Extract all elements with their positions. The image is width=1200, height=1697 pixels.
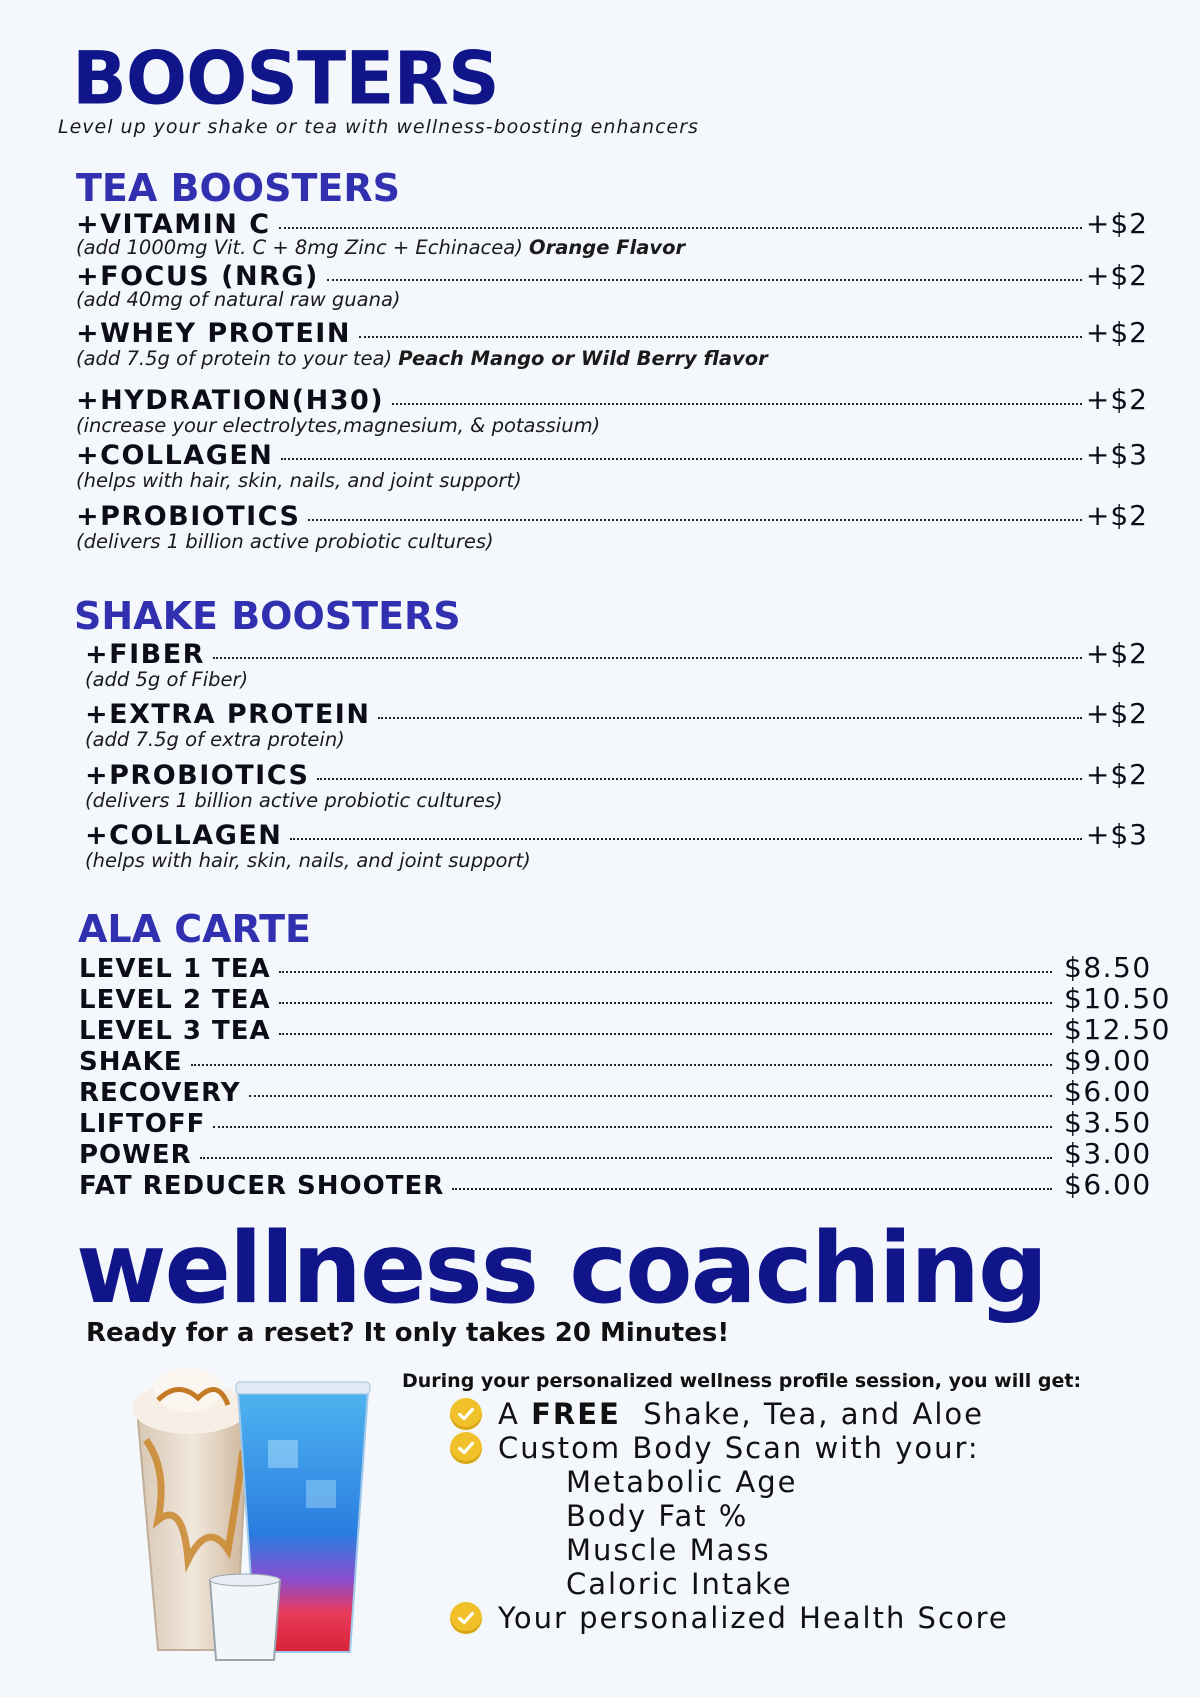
item-name: SHAKE <box>79 1047 183 1077</box>
benefit-item <box>450 1601 1009 1635</box>
leader-dots <box>317 778 1081 780</box>
item-price: +$2 <box>1085 259 1148 292</box>
item-name: +COLLAGEN <box>76 440 274 471</box>
benefit-text-b: Shake, Tea, and Aloe <box>643 1397 984 1431</box>
item-price: $12.50 <box>1064 1013 1171 1046</box>
ala-carte-item <box>79 1106 1152 1139</box>
leader-dots <box>213 657 1082 659</box>
scan-item: Muscle Mass <box>566 1533 771 1567</box>
page-title: BOOSTERS <box>72 35 499 121</box>
scan-item: Caloric Intake <box>566 1567 793 1601</box>
item-price: $10.50 <box>1064 982 1171 1015</box>
tea-booster-item <box>76 499 1148 553</box>
item-name: LIFTOFF <box>79 1109 206 1139</box>
leader-dots <box>308 519 1081 521</box>
page-tagline: Level up your shake or tea with wellness-boosting enhancers <box>58 116 699 138</box>
item-name: FAT REDUCER SHOOTER <box>79 1171 445 1201</box>
shake-booster-item <box>85 637 1148 691</box>
item-name: LEVEL 2 TEA <box>79 985 271 1015</box>
ala-carte-item <box>79 1137 1152 1170</box>
shake-booster-item <box>85 697 1148 751</box>
item-description: (helps with hair, skin, nails, and joint support) <box>85 849 531 872</box>
item-name: RECOVERY <box>79 1078 241 1108</box>
item-price: +$2 <box>1085 758 1148 791</box>
scan-item: Metabolic Age <box>566 1465 798 1499</box>
item-price: $8.50 <box>1064 951 1152 984</box>
leader-dots <box>281 458 1082 460</box>
shake-boosters-title: SHAKE BOOSTERS <box>74 594 461 638</box>
item-price: +$2 <box>1085 499 1148 532</box>
item-name: LEVEL 3 TEA <box>79 1016 271 1046</box>
ala-carte-item <box>79 1013 1171 1046</box>
drinks-illustration <box>128 1360 388 1670</box>
item-name: POWER <box>79 1140 192 1170</box>
tea-booster-item <box>76 316 1148 370</box>
item-description: (add 7.5g of extra protein) <box>85 728 345 751</box>
item-name: +HYDRATION(H30) <box>76 385 385 416</box>
ala-carte-title: ALA CARTE <box>78 907 311 951</box>
leader-dots <box>279 1002 1052 1004</box>
item-price: $9.00 <box>1064 1044 1152 1077</box>
ala-carte-item <box>79 982 1171 1015</box>
item-price: +$2 <box>1085 697 1148 730</box>
leader-dots <box>200 1157 1052 1159</box>
wellness-coaching-title: wellness coaching <box>76 1212 1047 1326</box>
item-price: +$2 <box>1085 637 1148 670</box>
tea-booster-item <box>76 438 1148 492</box>
item-name: +FIBER <box>85 639 205 670</box>
benefit-text: Custom Body Scan with your: <box>498 1431 980 1465</box>
item-price: +$3 <box>1085 818 1148 851</box>
reset-tagline: Ready for a reset? It only takes 20 Minutes! <box>86 1318 730 1348</box>
leader-dots <box>279 971 1052 973</box>
shake-booster-item <box>85 818 1148 872</box>
item-price: +$3 <box>1085 438 1148 471</box>
item-price: $3.50 <box>1064 1106 1152 1139</box>
benefit-text: Your personalized Health Score <box>498 1601 1009 1635</box>
item-price: $3.00 <box>1064 1137 1152 1170</box>
item-name: +VITAMIN C <box>76 209 271 240</box>
check-circle-icon <box>450 1432 482 1464</box>
item-price: $6.00 <box>1064 1075 1152 1108</box>
item-description: (increase your electrolytes,magnesium, & potassium) <box>76 414 601 437</box>
ala-carte-item <box>79 1075 1152 1108</box>
tea-boosters-title: TEA BOOSTERS <box>76 166 400 210</box>
item-price: +$2 <box>1085 207 1148 240</box>
item-description: (delivers 1 billion active probiotic cultures) <box>85 789 503 812</box>
check-circle-icon <box>450 1398 482 1430</box>
tea-booster-item <box>76 259 1148 311</box>
scan-items <box>450 1465 1009 1601</box>
benefit-text-a: A <box>498 1397 520 1431</box>
item-description: (add 40mg of natural raw guana) <box>76 288 401 311</box>
item-name: +WHEY PROTEIN <box>76 318 351 349</box>
ala-carte-item <box>79 1168 1152 1201</box>
item-name: LEVEL 1 TEA <box>79 954 271 984</box>
item-price: +$2 <box>1085 316 1148 349</box>
item-flavor: Orange Flavor <box>529 236 686 259</box>
item-price: $6.00 <box>1064 1168 1152 1201</box>
ala-carte-item <box>79 951 1152 984</box>
leader-dots <box>359 336 1082 338</box>
leader-dots <box>452 1188 1052 1190</box>
benefit-item <box>450 1397 1009 1431</box>
item-description: (add 1000mg Vit. C + 8mg Zinc + Echinacea) <box>76 236 523 259</box>
tea-booster-item <box>76 207 1148 259</box>
shake-booster-item <box>85 758 1148 812</box>
item-flavor: Peach Mango or Wild Berry flavor <box>398 347 768 370</box>
leader-dots <box>378 717 1081 719</box>
leader-dots <box>191 1064 1052 1066</box>
item-description: (add 7.5g of protein to your tea) <box>76 347 393 370</box>
leader-dots <box>279 227 1082 229</box>
item-name: +EXTRA PROTEIN <box>85 699 371 730</box>
check-circle-icon <box>450 1602 482 1634</box>
drinks-photo <box>128 1360 388 1670</box>
item-description: (add 5g of Fiber) <box>85 668 249 691</box>
leader-dots <box>279 1033 1052 1035</box>
benefits-list <box>450 1397 1009 1635</box>
leader-dots <box>327 279 1082 281</box>
item-name: +FOCUS (NRG) <box>76 261 319 292</box>
benefit-item <box>450 1431 1009 1465</box>
item-description: (helps with hair, skin, nails, and joint support) <box>76 469 522 492</box>
item-name: +COLLAGEN <box>85 820 283 851</box>
item-description: (delivers 1 billion active probiotic cultures) <box>76 530 494 553</box>
benefit-free: FREE <box>531 1397 621 1431</box>
scan-item: Body Fat % <box>566 1499 749 1533</box>
item-name: +PROBIOTICS <box>76 501 301 532</box>
item-name: +PROBIOTICS <box>85 760 310 791</box>
session-intro: During your personalized wellness profile session, you will get: <box>402 1370 1082 1392</box>
leader-dots <box>213 1126 1052 1128</box>
item-price: +$2 <box>1085 383 1148 416</box>
ala-carte-list <box>79 951 1171 1201</box>
tea-booster-item <box>76 383 1148 437</box>
leader-dots <box>392 403 1082 405</box>
leader-dots <box>290 838 1082 840</box>
ala-carte-item <box>79 1044 1152 1077</box>
leader-dots <box>249 1095 1052 1097</box>
